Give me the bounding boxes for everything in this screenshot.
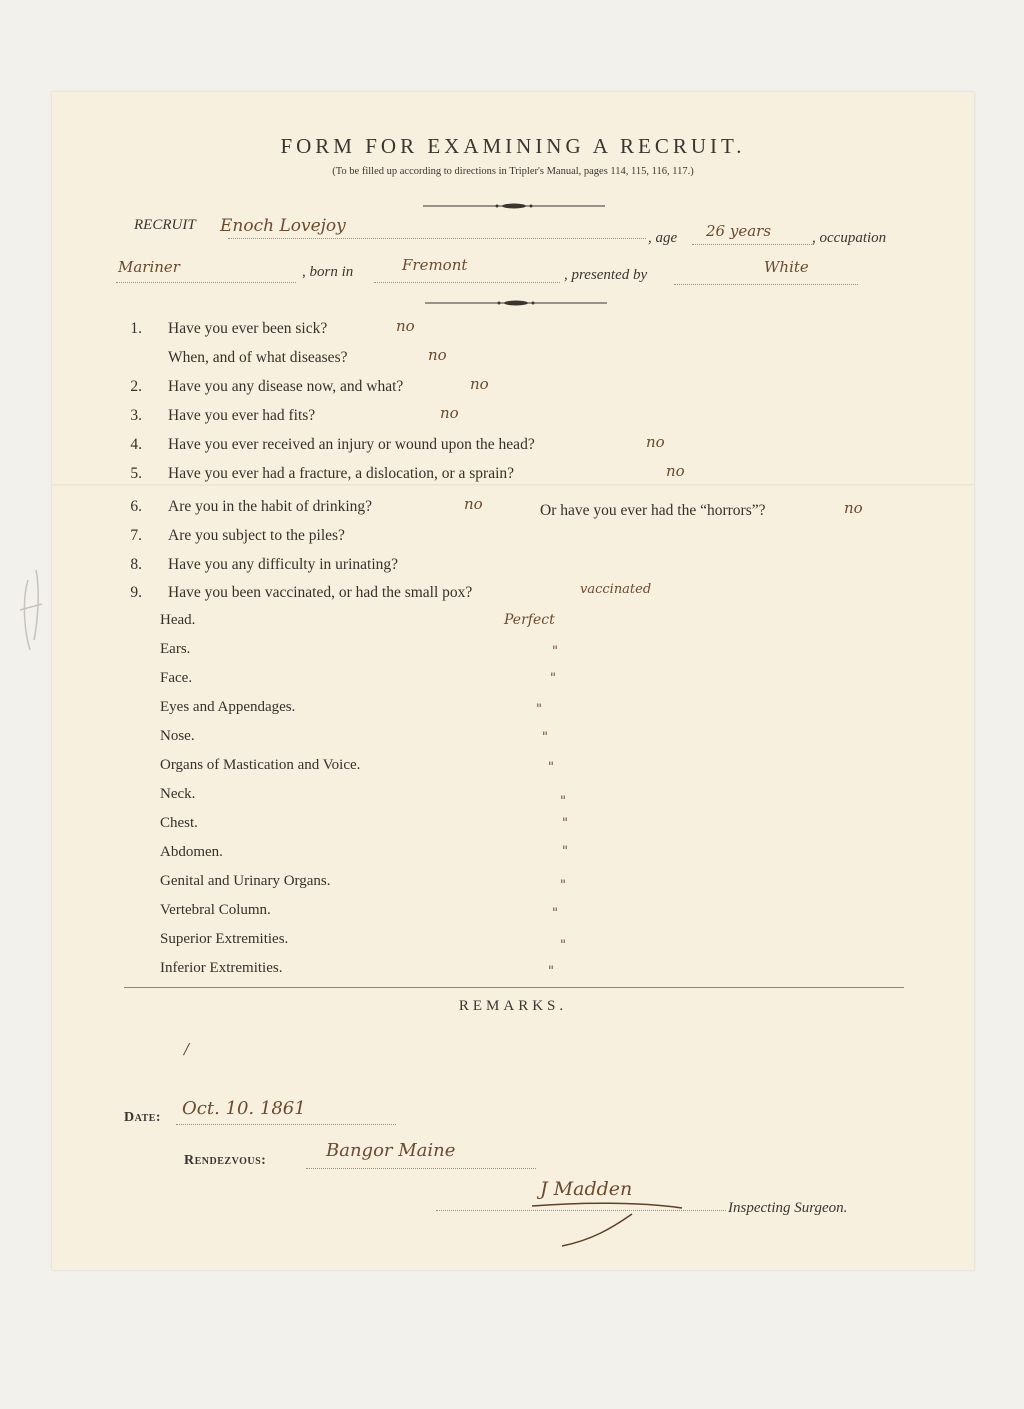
- recruit-born-in: Fremont: [402, 256, 468, 274]
- ornament-divider: [425, 298, 607, 308]
- exam-item: Nose.: [160, 728, 195, 744]
- exam-item: Abdomen.: [160, 844, 223, 860]
- question-answer: no: [646, 433, 665, 451]
- exam-mark: ": [562, 816, 568, 831]
- age-line: [692, 244, 814, 245]
- question-number: 7.: [130, 527, 142, 544]
- question-text: Have you ever had fits?: [168, 407, 316, 424]
- recruit-name: Enoch Lovejoy: [220, 216, 346, 236]
- surgeon-label: Inspecting Surgeon.: [728, 1200, 848, 1216]
- born-line: [374, 282, 560, 283]
- exam-item: Head.: [160, 612, 196, 628]
- rendezvous-line: [306, 1168, 536, 1169]
- exam-mark: Perfect: [504, 612, 555, 628]
- date-label: Date:: [124, 1110, 162, 1125]
- occupation-line: [116, 282, 296, 283]
- age-label: , age: [648, 230, 678, 246]
- recruit-age: 26 years: [706, 222, 772, 240]
- question-text: Are you subject to the piles?: [168, 527, 345, 544]
- question-text: Have you ever received an injury or wound upon the head?: [168, 436, 535, 453]
- question-text-horrors: Or have you ever had the “horrors”?: [540, 502, 766, 519]
- exam-mark: ": [552, 906, 558, 921]
- exam-mark: ": [560, 878, 566, 893]
- exam-mark: ": [548, 964, 554, 979]
- signature-flourish: [522, 1200, 692, 1250]
- exam-mark: ": [550, 671, 556, 686]
- question-number: 3.: [130, 407, 142, 424]
- rendezvous-label: Rendezvous:: [184, 1153, 267, 1168]
- exam-mark: ": [548, 760, 554, 775]
- question-number: 6.: [130, 498, 142, 515]
- exam-item: Ears.: [160, 641, 191, 657]
- remarks-heading: REMARKS.: [458, 998, 568, 1014]
- exam-item: Face.: [160, 670, 193, 686]
- form-subtitle: (To be filled up according to directions in Tripler's Manual, pages 114, 115, 116, 117.): [332, 166, 694, 177]
- paper-fold: [52, 484, 974, 486]
- presented-by: White: [764, 258, 809, 276]
- question-text: When, and of what diseases?: [168, 349, 348, 366]
- pencil-annotation: [12, 540, 52, 690]
- date-line: [176, 1124, 396, 1125]
- exam-mark: ": [560, 794, 566, 809]
- exam-item: Vertebral Column.: [160, 902, 271, 918]
- section-rule: [124, 987, 904, 988]
- question-text: Have you any difficulty in urinating?: [168, 556, 399, 573]
- question-number: 1.: [130, 320, 142, 337]
- recruit-name-line: [228, 238, 646, 239]
- question-number: 5.: [130, 465, 142, 482]
- question-answer: no: [440, 404, 459, 422]
- exam-mark: ": [536, 702, 542, 717]
- recruit-label: RECRUIT: [134, 217, 196, 233]
- exam-item: Chest.: [160, 815, 198, 831]
- surgeon-signature: J Madden: [540, 1178, 633, 1200]
- presented-line: [674, 284, 858, 285]
- question-text: Have you been vaccinated, or had the small pox?: [168, 584, 473, 601]
- exam-date: Oct. 10. 1861: [182, 1098, 306, 1119]
- question-number: 4.: [130, 436, 142, 453]
- question-answer: no: [428, 346, 447, 364]
- question-answer: vaccinated: [580, 582, 652, 597]
- form-title: FORM FOR EXAMINING A RECRUIT.: [280, 134, 746, 158]
- exam-mark: ": [552, 644, 558, 659]
- exam-item: Inferior Extremities.: [160, 960, 283, 976]
- question-text: Have you ever been sick?: [168, 320, 328, 337]
- occupation-label: , occupation: [812, 230, 887, 246]
- recruit-occupation: Mariner: [118, 258, 180, 276]
- exam-item: Genital and Urinary Organs.: [160, 873, 331, 889]
- exam-mark: ": [562, 844, 568, 859]
- question-text: Have you any disease now, and what?: [168, 378, 404, 395]
- question-number: 2.: [130, 378, 142, 395]
- ornament-divider: [423, 201, 605, 211]
- exam-item: Superior Extremities.: [160, 931, 289, 947]
- question-answer: no: [470, 375, 489, 393]
- born-label: , born in: [302, 264, 354, 280]
- question-answer: no: [666, 462, 685, 480]
- presented-label: , presented by: [564, 267, 648, 283]
- remarks-text: /: [184, 1040, 190, 1058]
- question-answer: no: [464, 495, 483, 513]
- rendezvous-place: Bangor Maine: [326, 1140, 456, 1161]
- exam-item: Organs of Mastication and Voice.: [160, 757, 361, 773]
- question-number: 9.: [130, 584, 142, 601]
- exam-item: Neck.: [160, 786, 196, 802]
- question-number: 8.: [130, 556, 142, 573]
- form-page: [52, 92, 974, 1270]
- question-answer-horrors: no: [844, 499, 863, 517]
- exam-item: Eyes and Appendages.: [160, 699, 296, 715]
- question-text: Are you in the habit of drinking?: [168, 498, 373, 515]
- exam-mark: ": [542, 730, 548, 745]
- question-answer: no: [396, 317, 415, 335]
- question-text: Have you ever had a fracture, a dislocation, or a sprain?: [168, 465, 515, 482]
- exam-mark: ": [560, 938, 566, 953]
